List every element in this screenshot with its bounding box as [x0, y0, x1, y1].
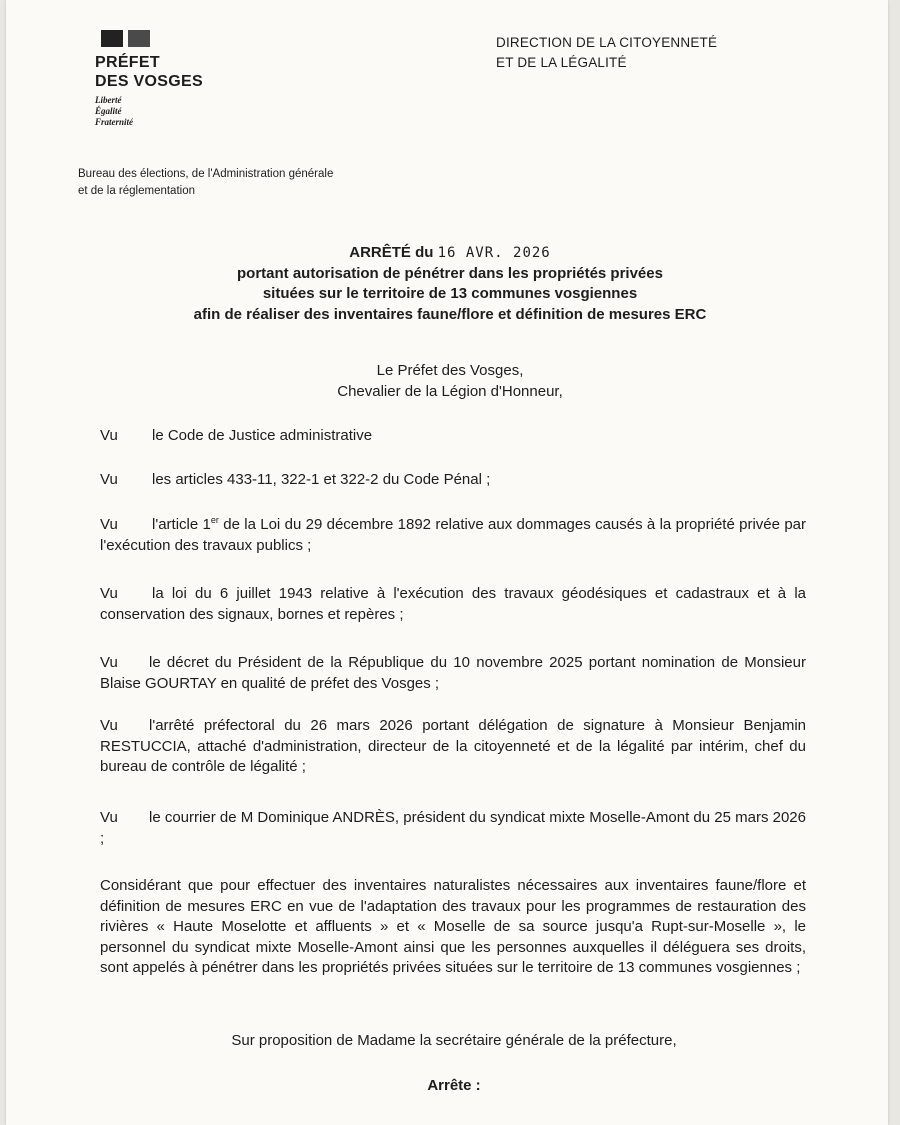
- visa-item: Vu les articles 433-11, 322-1 et 322-2 du Code Pénal ;: [100, 471, 491, 488]
- prefecture-logo: [95, 30, 203, 128]
- prefect-name-line2: DES VOSGES: [95, 73, 203, 90]
- prefect-name-line1: PRÉFET: [95, 54, 160, 71]
- decision-heading: Arrête :: [427, 1077, 481, 1094]
- bureau-name: Bureau des élections, de l'Administration générale et de la réglementation: [78, 168, 334, 197]
- visa-item: Vu la loi du 6 juillet 1943 relative à l'exécution des travaux géodésiques et cadastraux et à la conservation des signaux, bornes et repères ;: [100, 585, 806, 623]
- decree-title: ARRÊTÉ du 16 AVR. 2026 portant autorisation de pénétrer dans les propriétés privées situées sur le territoire de 13 communes vosgiennes afin de réaliser des inventaires faune/flore et définition de mesures ERC: [193, 244, 707, 323]
- marianne-logo-icon: [101, 30, 203, 47]
- visa-item: Vu le Code de Justice administrative: [100, 427, 373, 444]
- visa-item: Vu le courrier de M Dominique ANDRÈS, président du syndicat mixte Moselle-Amont du 25 mars 2026 ;: [100, 809, 806, 847]
- proposal-line: Sur proposition de Madame la secrétaire générale de la préfecture,: [231, 1032, 677, 1049]
- considerant-paragraph: Considérant que pour effectuer des inventaires naturalistes nécessaires aux inventaires faune/flore et définition de mesures ERC en vue de l'adaptation des travaux pour les programmes de restauration des rivières « Haute Moselotte et affluents » et « Moselle de sa source jusqu'a Rupt-sur-Moselle », le personnel du syndicat mixte Moselle-Amont ainsi que les personnes auxquelles il déléguera ses droits, sont appelés à pénétrer dans les propriétés privées situées sur le territoire de 13 communes vosgiennes ;: [100, 877, 806, 976]
- prefect-title: Le Préfet des Vosges, Chevalier de la Légion d'Honneur,: [337, 362, 563, 400]
- visa-item: Vu l'arrêté préfectoral du 26 mars 2026 portant délégation de signature à Monsieur Benjamin RESTUCCIA, attaché d'administration, directeur de la citoyenneté et de la légalité par intérim, chef du bureau de contrôle de légalité ;: [100, 717, 806, 775]
- decree-label: ARRÊTÉ du: [349, 244, 434, 261]
- visa-item: Vu l'article 1er de la Loi du 29 décembre 1892 relative aux dommages causés à la propriété privée par l'exécution des travaux publics ;: [100, 515, 806, 554]
- visa-item: Vu le décret du Président de la République du 10 novembre 2025 portant nomination de Monsieur Blaise GOURTAY en qualité de préfet des Vosges ;: [100, 654, 806, 692]
- republic-motto: Liberté Égalité Fraternité: [95, 95, 134, 127]
- date-stamp: 16 AVR. 2026: [437, 245, 551, 261]
- direction-heading: DIRECTION DE LA CITOYENNETÉ ET DE LA LÉGALITÉ: [496, 35, 718, 70]
